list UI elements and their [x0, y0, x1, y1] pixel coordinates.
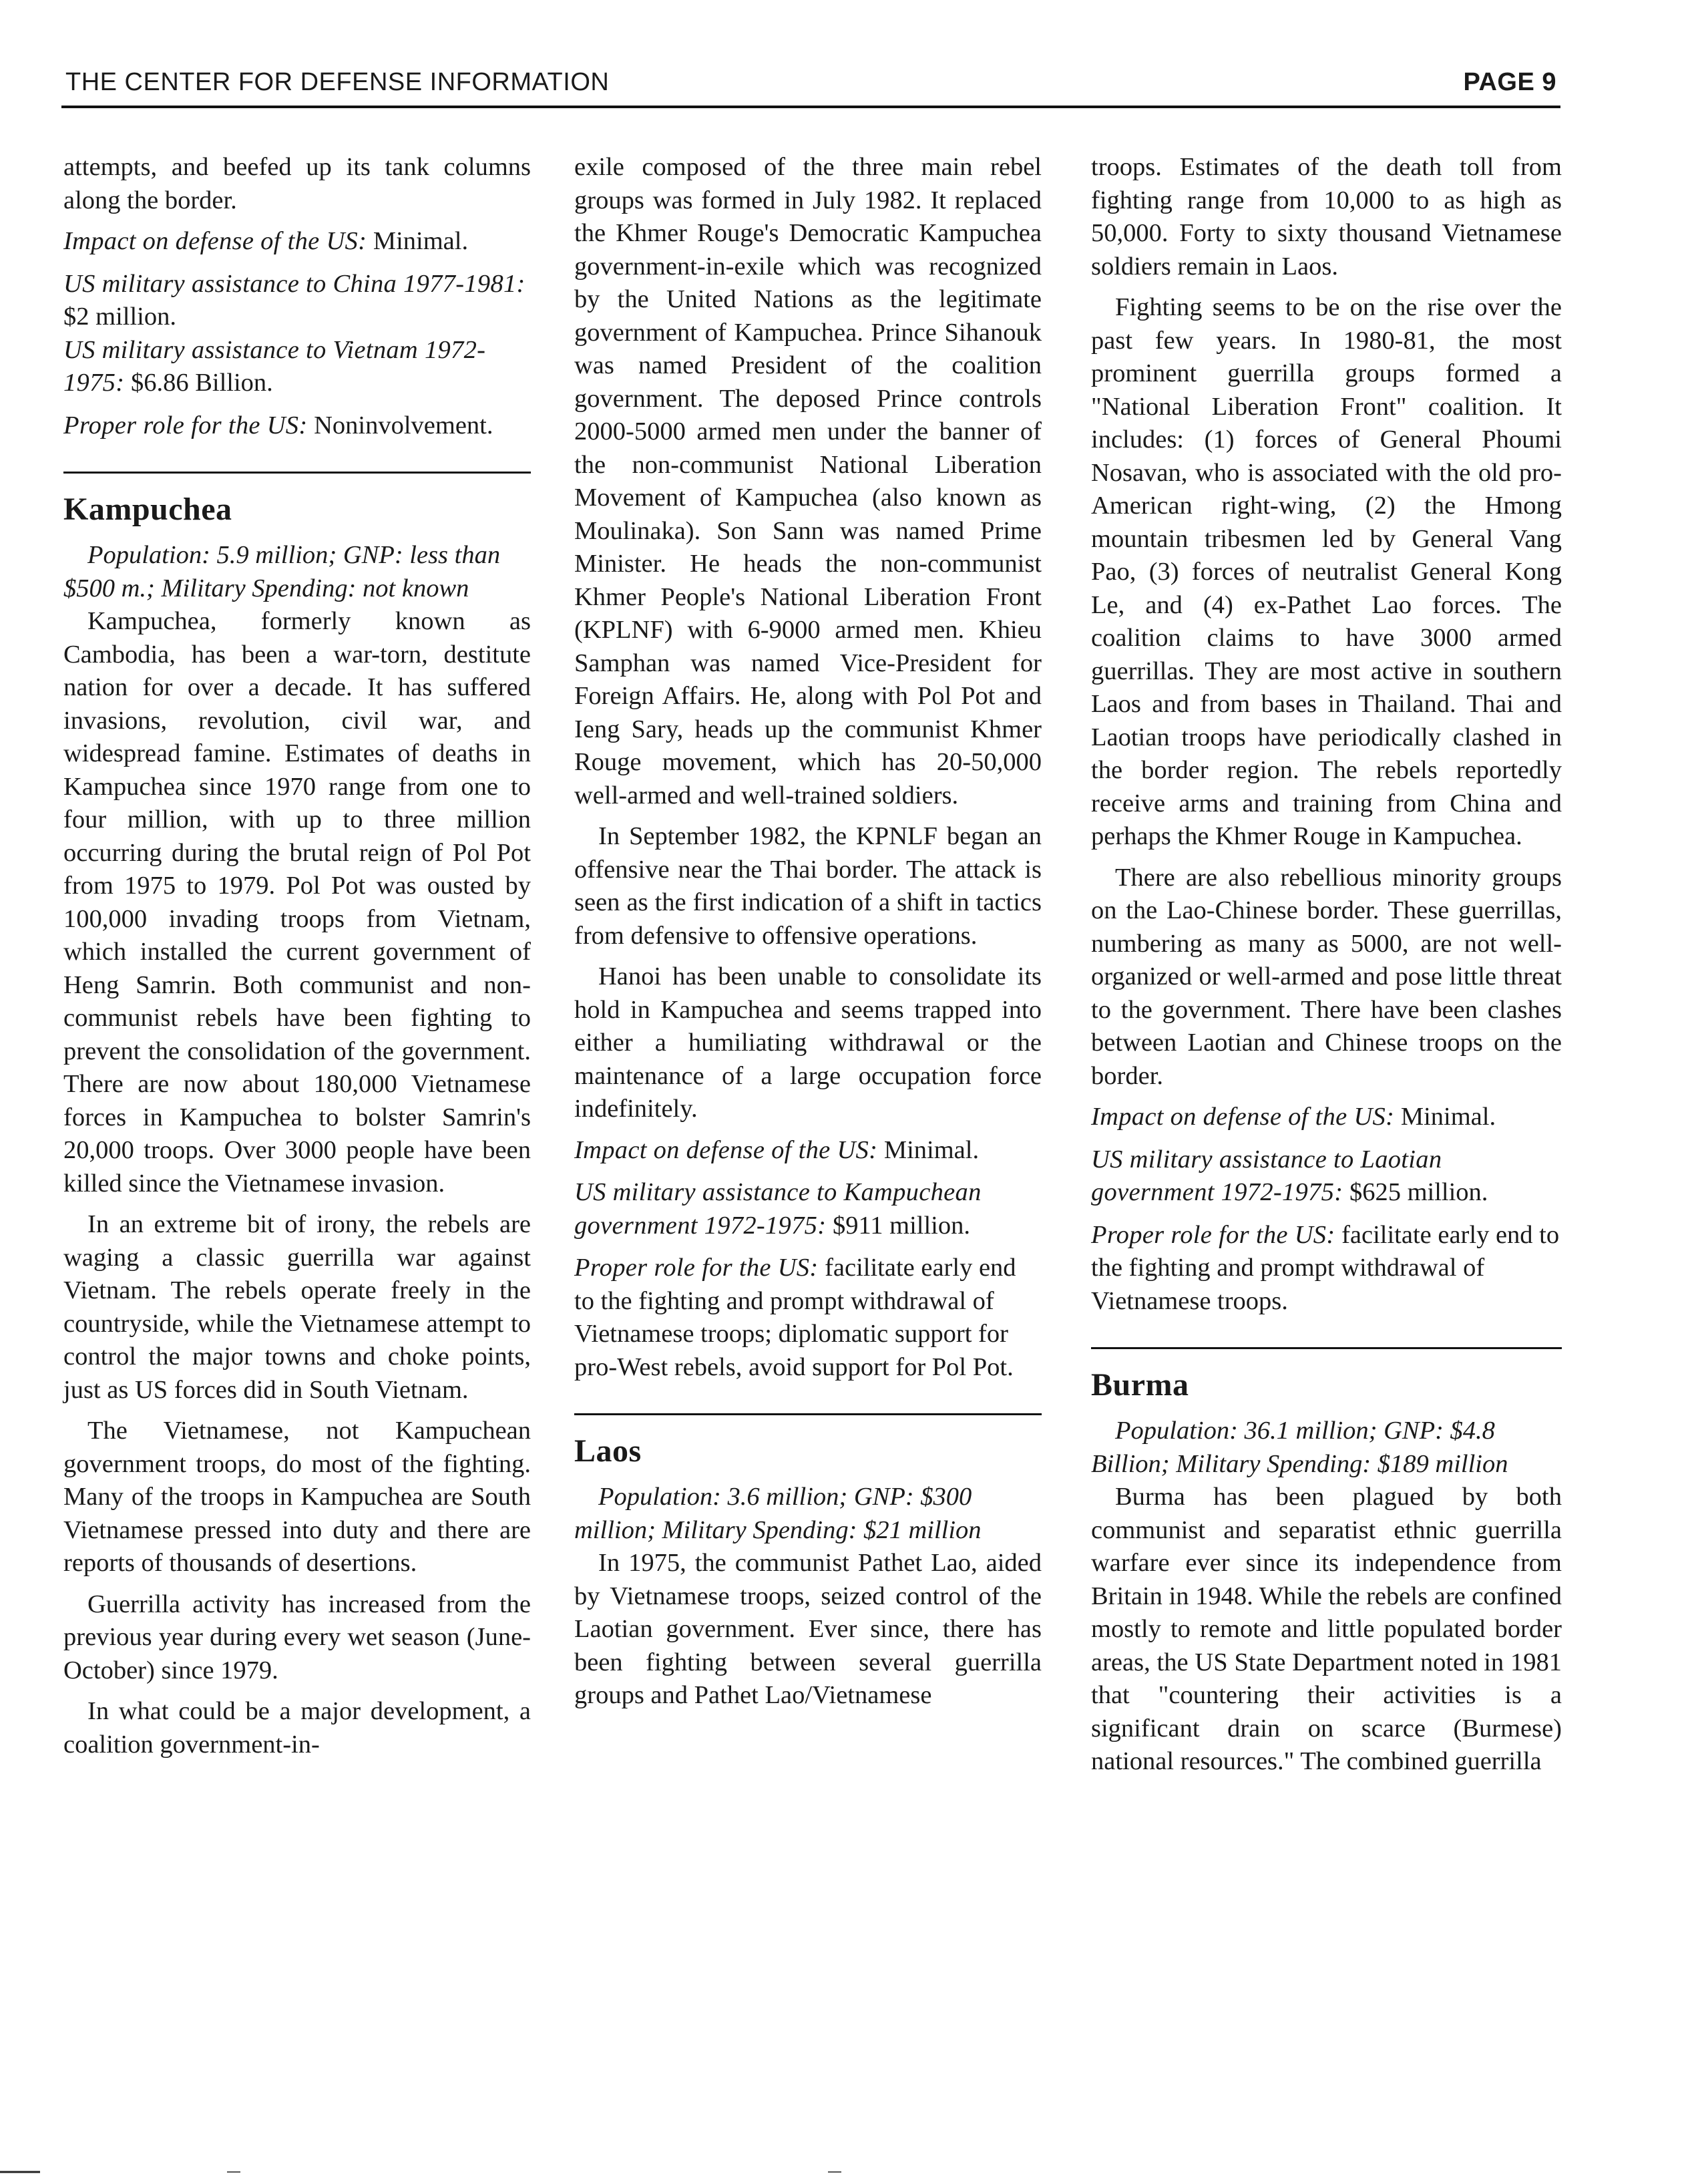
paragraph: troops. Estimates of the death toll from fighting range from 10,000 to as high as 50,000. Forty to sixty thousand Vietnamese soldiers remain in Laos.	[1091, 153, 1562, 281]
role-item	[574, 1252, 1042, 1384]
role-item	[1091, 1219, 1562, 1318]
paragraph: In an extreme bit of irony, the rebels are waging a classic guerrilla war against Vietnam. The rebels operate freely in the countryside, while the Vietnamese attempt to control the major towns and choke points, just as US forces did in South Vietnam.	[63, 1210, 531, 1404]
section-heading: Laos	[574, 1433, 642, 1469]
paragraph: In 1975, the communist Pathet Lao, aided by Vietnamese troops, seized control of the Laotian government. Ever since, there has been fighting between several guerrilla groups and Pathet Lao/Vietnamese	[574, 1549, 1042, 1709]
role-item	[63, 409, 531, 443]
scan-edge-marks	[0, 2169, 1688, 2175]
item-value: $6.86 Billion.	[124, 369, 273, 397]
column-3	[1091, 151, 1562, 2088]
item-value: $2 million.	[63, 303, 176, 331]
paragraph: exile composed of the three main rebel groups was formed in July 1982. It replaced the Khmer Rouge's Democratic Kampuchea government-in-exile which was recognized by the United Nations as the legitimate government of Kampuchea. Prince Sihanouk was named President of the coalition government. The deposed Prince controls 2000-5000 armed men under the banner of the non-communist National Liberation Movement of Kampuchea (also known as Moulinaka). Son Sann was named Prime Minister. He heads the non-communist Khmer People's National Liberation Front (KPLNF) with 6-9000 armed men. Khieu Samphan was named Vice-President for Foreign Affairs. He, along with Pol Pot and Ieng Sary, heads up the communist Khmer Rouge movement, which has 20-50,000 well-armed and well-trained soldiers.	[574, 153, 1042, 809]
item-value: Noninvolvement.	[307, 411, 493, 439]
country-stats: Population: 5.9 million; GNP: less than $500 m.; Military Spending: not known	[63, 541, 501, 602]
item-label: US military assistance to Vietnam 1972-1975:	[63, 335, 486, 397]
item-label: Impact on defense of the US:	[1091, 1103, 1395, 1131]
impact-item	[1091, 1101, 1562, 1134]
item-value: facilitate early end to the fighting and prompt withdrawal of Vietnamese troops.	[1091, 1220, 1560, 1315]
item-label: US military assistance to Kampuchean government 1972-1975:	[574, 1178, 982, 1240]
page-number: PAGE 9	[1463, 68, 1556, 96]
paragraph: Burma has been plagued by both communist and separatist ethnic guerrilla warfare ever since its independence from Britain in 1948. While the rebels are confined mostly to remote and little populated border areas, the US State Department noted in 1981 that "countering their activities is a significant drain on scarce (Burmese) national resources." The combined guerrilla	[1091, 1483, 1562, 1775]
item-value: facilitate early end to the fighting and prompt withdrawal of Vietnamese troops; diplomatic support for pro-West rebels, avoid support for Pol Pot.	[574, 1254, 1016, 1381]
column-2	[574, 151, 1042, 2088]
page-header	[61, 67, 1560, 108]
section-divider	[1091, 1347, 1562, 1349]
section-divider	[574, 1413, 1042, 1415]
aid-item	[63, 268, 531, 334]
section-heading: Burma	[1091, 1367, 1189, 1403]
paragraph: attempts, and beefed up its tank columns along the border.	[63, 153, 531, 214]
item-label: Proper role for the US:	[1091, 1220, 1335, 1249]
paragraph: In what could be a major development, a coalition government-in-	[63, 1697, 531, 1759]
paragraph: There are also rebellious minority groups on the Lao-Chinese border. These guerrillas, numbering as many as 5000, are not well-organized or well-armed and pose little threat to the government. There have been clashes between Laotian and Chinese troops on the border.	[1091, 863, 1562, 1090]
item-value: $911 million.	[826, 1211, 971, 1240]
item-label: Impact on defense of the US:	[574, 1135, 878, 1164]
paragraph: Hanoi has been unable to consolidate its hold in Kampuchea and seems trapped into either a humiliating withdrawal or the maintenance of a large occupation force indefinitely.	[574, 962, 1042, 1123]
item-label: Proper role for the US:	[574, 1254, 819, 1282]
item-label: US military assistance to Laotian government 1972-1975:	[1091, 1145, 1442, 1206]
impact-item	[63, 225, 531, 258]
paragraph: Guerrilla activity has increased from the previous year during every wet season (June-October) since 1979.	[63, 1590, 531, 1684]
aid-item	[574, 1176, 1042, 1242]
paragraph: Fighting seems to be on the rise over the past few years. In 1980-81, the most prominent guerrilla groups formed a "National Liberation Front" coalition. It includes: (1) forces of General Phoumi Nosavan, who is associated with the old pro-American right-wing, (2) the Hmong mountain tribesmen led by General Vang Pao, (3) forces of neutralist General Kong Le, and (4) ex-Pathet Lao forces. The coalition claims to have 3000 armed guerrillas. They are most active in southern Laos and from bases in Thailand. Thai and Laotian troops have periodically clashed in the border region. The rebels reportedly receive arms and training from China and perhaps the Khmer Rouge in Kampuchea.	[1091, 293, 1562, 850]
section-heading: Kampuchea	[63, 492, 232, 527]
paragraph: In September 1982, the KPNLF began an offensive near the Thai border. The attack is seen as the first indication of a shift in tactics from defensive to offensive operations.	[574, 822, 1042, 950]
aid-item	[1091, 1143, 1562, 1210]
aid-item	[63, 334, 531, 400]
item-label: Impact on defense of the US:	[63, 227, 367, 255]
section-divider	[63, 472, 531, 474]
column-1	[63, 151, 531, 2088]
country-stats: Population: 36.1 million; GNP: $4.8 Billion; Military Spending: $189 million	[1091, 1417, 1508, 1478]
publication-title: THE CENTER FOR DEFENSE INFORMATION	[65, 68, 610, 96]
item-label: US military assistance to China 1977-1981:	[63, 269, 525, 298]
paragraph: The Vietnamese, not Kampuchean government troops, do most of the fighting. Many of the troops in Kampuchea are South Vietnamese pressed into duty and there are reports of thousands of desertions.	[63, 1417, 531, 1577]
item-value: $625 million.	[1343, 1178, 1488, 1206]
impact-item	[574, 1134, 1042, 1167]
country-stats: Population: 3.6 million; GNP: $300 million; Military Spending: $21 million	[574, 1483, 982, 1544]
paragraph: Kampuchea, formerly known as Cambodia, has been a war-torn, destitute nation for over a decade. It has suffered invasions, revolution, civil war, and widespread famine. Estimates of deaths in Kampuchea since 1970 range from one to four million, with up to three million occurring during the brutal reign of Pol Pot from 1975 to 1979. Pol Pot was ousted by 100,000 invading troops from Vietnam, which installed the current government of Heng Samrin. Both communist and non-communist rebels have been fighting to prevent the consolidation of the government. There are now about 180,000 Vietnamese forces in Kampuchea to bolster Samrin's 20,000 troops. Over 3000 people have been killed since the Vietnamese invasion.	[63, 607, 531, 1198]
item-value: Minimal.	[1394, 1103, 1496, 1131]
item-value: Minimal.	[367, 227, 469, 255]
item-label: Proper role for the US:	[63, 411, 308, 439]
item-value: Minimal.	[877, 1135, 980, 1164]
